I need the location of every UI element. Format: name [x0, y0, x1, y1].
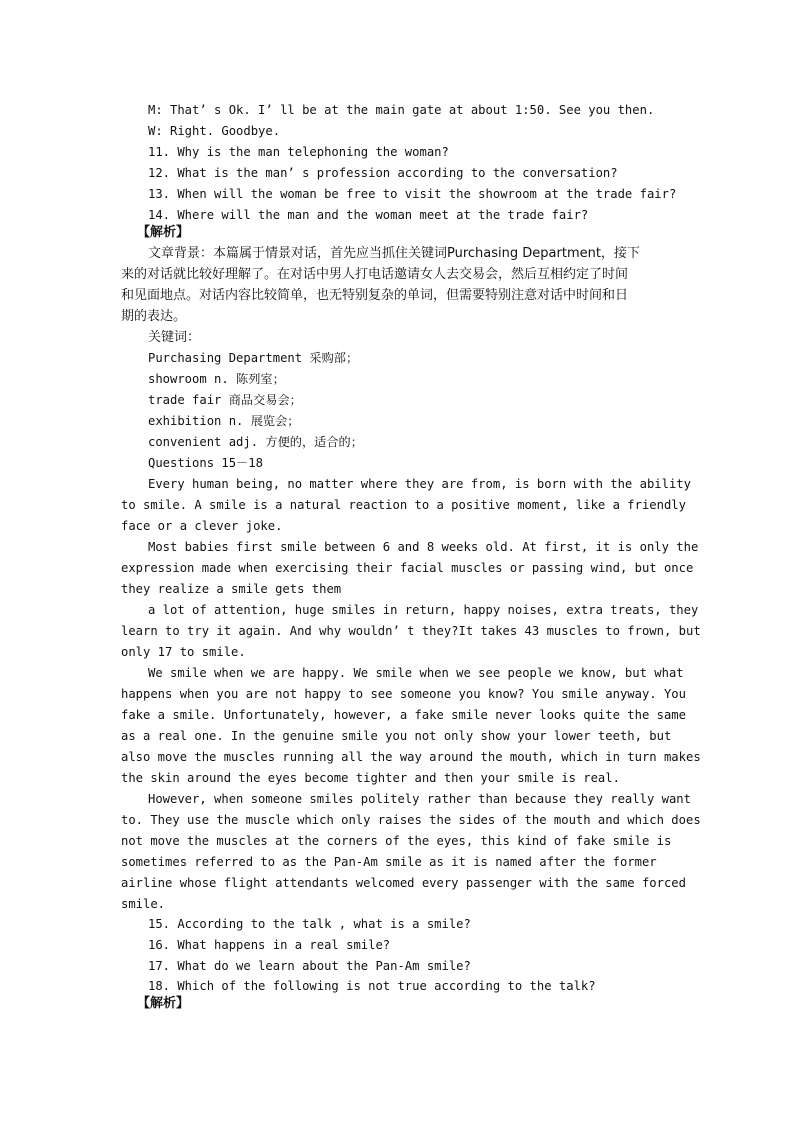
passage-line: as a real one. In the genuine smile you not only show your lower teeth, but	[121, 729, 672, 743]
keyword-item: trade fair 商品交易会；	[148, 393, 302, 407]
passage-line: they realize a smile gets them	[121, 582, 342, 596]
passage-line: expression made when exercising their facial muscles or passing wind, but once	[121, 561, 694, 575]
passage-line: the skin around the eyes become tighter and then your smile is real.	[121, 771, 620, 785]
passage-line: Most babies first smile between 6 and 8 weeks old. At first, it is only the	[148, 540, 699, 554]
question-line: 13. When will the woman be free to visit the showroom at the trade fair?	[148, 187, 677, 201]
question-line: 17. What do we learn about the Pan-Am smile?	[148, 959, 471, 973]
background-line: 来的对话就比较好理解了。在对话中男人打电话邀请女人去交易会，然后互相约定了时间	[121, 267, 629, 282]
passage-line: We smile when we are happy. We smile when we see people we know, but what	[148, 666, 684, 680]
passage-line: a lot of attention, huge smiles in return, happy noises, extra treats, they	[148, 603, 699, 617]
keyword-item: Purchasing Department 采购部；	[148, 351, 359, 365]
question-line: 14. Where will the man and the woman meet at the trade fair?	[148, 208, 589, 222]
question-line: 15. According to the talk , what is a smile?	[148, 917, 471, 931]
question-line: 12. What is the man’ s profession according to the conversation?	[148, 166, 618, 180]
question-line: 16. What happens in a real smile?	[148, 938, 391, 952]
keyword-item: exhibition n. 展览会；	[148, 414, 300, 428]
passage-line: face or a clever joke.	[121, 519, 283, 533]
passage-line: However, when someone smiles politely rather than because they really want	[148, 792, 691, 806]
keyword-item: convenient adj. 方便的，适合的；	[148, 435, 363, 449]
section-title: Questions 15－18	[148, 456, 263, 470]
passage-line: not move the muscles at the corners of the eyes, this kind of fake smile is	[121, 834, 672, 848]
analysis-heading: 【解析】	[137, 996, 190, 1011]
background-line: 期的表达。	[121, 309, 187, 324]
passage-line: learn to try it again. And why wouldn’ t they?It takes 43 muscles to frown, but	[121, 624, 701, 638]
question-line: 11. Why is the man telephoning the woman?	[148, 145, 449, 159]
passage-line: sometimes referred to as the Pan-Am smile as it is named after the former	[121, 855, 657, 869]
passage-line: only 17 to smile.	[121, 645, 246, 659]
background-line: 文章背景：本篇属于情景对话，首先应当抓住关键词Purchasing Department，接下	[148, 246, 640, 261]
passage-line: smile.	[121, 897, 166, 911]
passage-line: to. They use the muscle which only raises the sides of the mouth and which does	[121, 813, 701, 827]
passage-line: airline whose flight attendants welcomed every passenger with the same forced	[121, 876, 686, 890]
keyword-item: showroom n. 陈列室；	[148, 372, 285, 386]
passage-line: also move the muscles running all the way around the mouth, which in turn makes	[121, 750, 701, 764]
dialogue-line: M: That’ s Ok. I’ ll be at the main gate at about 1:50. See you then.	[148, 103, 655, 117]
passage-line: to smile. A smile is a natural reaction to a positive moment, like a friendly	[121, 498, 686, 512]
question-line: 18. Which of the following is not true according to the talk?	[148, 979, 596, 993]
dialogue-line: W: Right. Goodbye.	[148, 124, 281, 138]
analysis-heading: 【解析】	[137, 225, 190, 240]
passage-line: happens when you are not happy to see someone you know? You smile anyway. You	[121, 687, 686, 701]
keywords-heading: 关键词：	[148, 330, 201, 345]
passage-line: Every human being, no matter where they are from, is born with the ability	[148, 477, 691, 491]
passage-line: fake a smile. Unfortunately, however, a fake smile never looks quite the same	[121, 708, 686, 722]
background-line: 和见面地点。对话内容比较简单，也无特别复杂的单词，但需要特别注意对话中时间和日	[121, 288, 629, 303]
